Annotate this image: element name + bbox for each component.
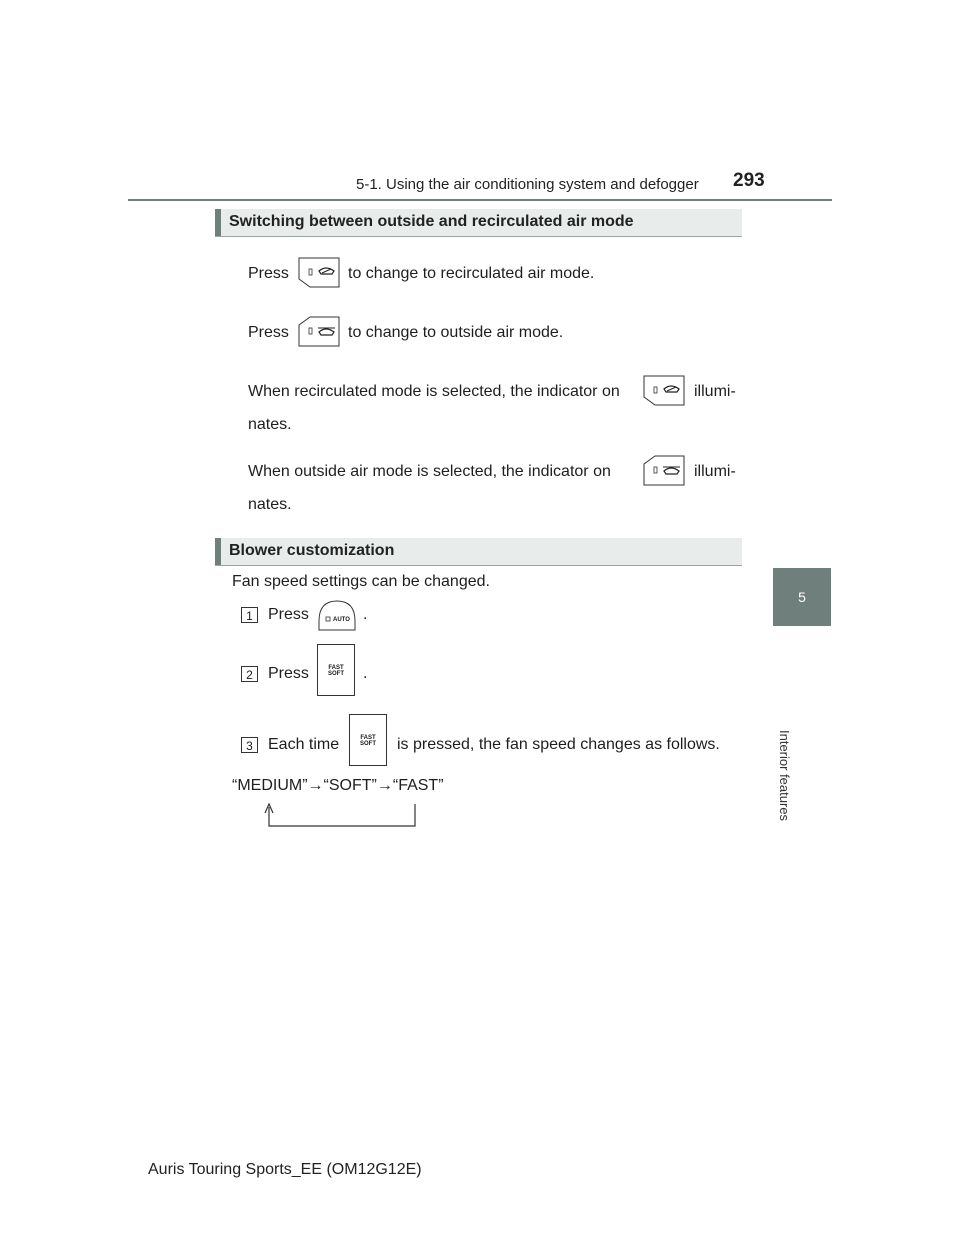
recirc-indicator-text: When recirculated mode is selected, the indicator on — [248, 383, 620, 400]
press-outside-prefix: Press — [248, 324, 289, 341]
fast-label: FAST — [328, 665, 344, 671]
heading-accent-bar — [215, 538, 221, 565]
step-number-3: 3 — [241, 737, 258, 753]
fan-speed-button-icon — [317, 644, 355, 696]
fast-label: FAST — [360, 735, 376, 741]
outside-indicator-end: nates. — [248, 496, 292, 513]
outside-indicator-suffix: illumi- — [694, 463, 736, 480]
header-divider — [128, 199, 832, 201]
header-section-title: 5-1. Using the air conditioning system and defogger — [356, 176, 699, 193]
outside-air-indicator-icon — [643, 455, 685, 486]
auto-button-icon — [317, 599, 357, 631]
step-1-suffix: . — [363, 606, 368, 623]
step-2-prefix: Press — [268, 665, 309, 682]
section-heading-blower — [215, 538, 742, 566]
fan-speed-button-icon — [349, 714, 387, 766]
footer-model-text: Auris Touring Sports_EE (OM12G12E) — [148, 1161, 422, 1178]
section-heading-text: Switching between outside and recirculated air mode — [229, 213, 634, 230]
step-number-1: 1 — [241, 607, 258, 623]
recirculated-air-button-icon — [298, 257, 340, 288]
chapter-tab — [773, 568, 831, 626]
recirc-indicator-end: nates. — [248, 416, 292, 433]
step-3-suffix: is pressed, the fan speed changes as follows. — [397, 736, 720, 753]
recirculated-air-indicator-icon — [643, 375, 685, 406]
cycle-return-arrow-icon — [262, 803, 422, 831]
heading-accent-bar — [215, 209, 221, 236]
fan-speed-cycle: “MEDIUM”→“SOFT”→“FAST” — [232, 777, 444, 794]
chapter-label-text: Interior features — [777, 730, 792, 822]
chapter-number: 5 — [798, 589, 806, 605]
recirc-indicator-suffix: illumi- — [694, 383, 736, 400]
step-1-prefix: Press — [268, 606, 309, 623]
auto-button-label: AUTO — [333, 617, 350, 623]
step-2-suffix: . — [363, 665, 368, 682]
blower-intro: Fan speed settings can be changed. — [232, 573, 490, 590]
press-recirc-prefix: Press — [248, 265, 289, 282]
section-heading-text: Blower customization — [229, 542, 395, 559]
outside-indicator-text: When outside air mode is selected, the indicator on — [248, 463, 611, 480]
soft-label: SOFT — [328, 671, 344, 677]
chapter-label — [777, 632, 810, 822]
step-number-2: 2 — [241, 666, 258, 682]
step-3-prefix: Each time — [268, 736, 340, 753]
soft-label: SOFT — [360, 741, 376, 747]
press-outside-suffix: to change to outside air mode. — [348, 324, 564, 341]
page-number: 293 — [733, 170, 765, 191]
outside-air-button-icon — [298, 316, 340, 347]
section-heading-air-mode — [215, 209, 742, 237]
press-recirc-suffix: to change to recirculated air mode. — [348, 265, 595, 282]
